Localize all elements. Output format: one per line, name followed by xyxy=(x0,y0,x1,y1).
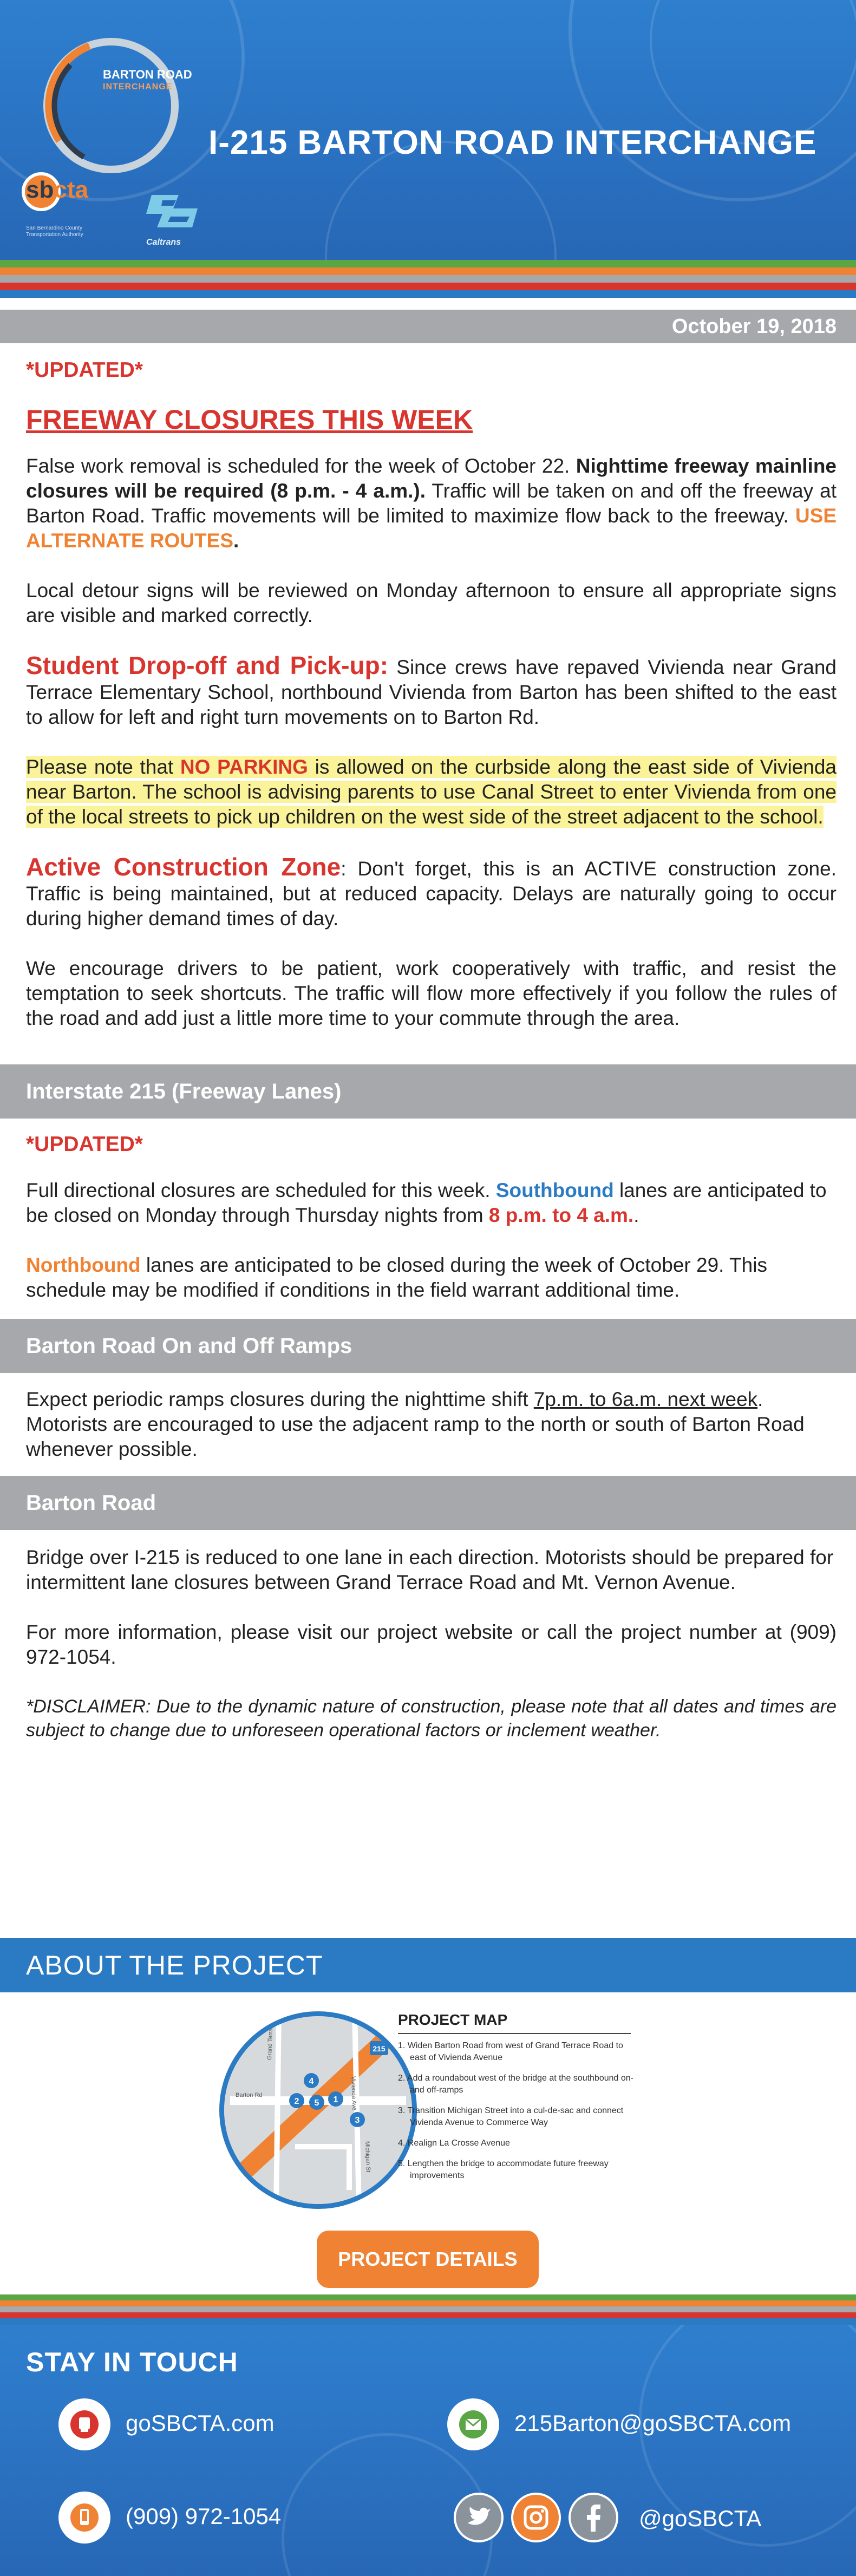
i215-paragraph-1: Full directional closures are scheduled for this week. Southbound lanes are anticipated to be closed on Monday through Thursday nights from 8 p.m. to 4 a.m.. xyxy=(26,1179,827,1226)
barton-paragraph-1: Bridge over I-215 is reduced to one lane in each direction. Motorists should be prepared for intermittent lane closures between Grand Terrace Road and Mt. Vernon Avenue. xyxy=(26,1546,834,1593)
svg-text:2: 2 xyxy=(294,2097,299,2106)
encourage-paragraph: We encourage drivers to be patient, work cooperatively with traffic, and resist the temptation to seek shortcuts. The traffic will flow more effectively if you follow the rules of the road and add just a little more time to your commute through the area. xyxy=(26,957,837,1029)
i215-heading: Interstate 215 (Freeway Lanes) xyxy=(26,1079,342,1103)
date-bar xyxy=(0,310,856,343)
sbcta-tagline: San Bernardino County Transportation Authority xyxy=(26,225,83,238)
project-map-title: PROJECT MAP xyxy=(398,2011,508,2028)
twitter-icon[interactable] xyxy=(454,2493,504,2542)
email-icon[interactable] xyxy=(447,2398,499,2450)
footer xyxy=(0,2294,856,2576)
active-zone-paragraph: Active Construction Zone: Don't forget, this is an ACTIVE construction zone. Traffic is being maintained, but at reduced capacity. Delays are naturally going to occur during higher demand times of day. xyxy=(26,853,837,930)
about-section-header xyxy=(0,1938,856,1992)
caltrans-logo xyxy=(146,189,217,249)
website-icon[interactable] xyxy=(58,2398,110,2450)
closures-paragraph-1: False work removal is scheduled for the week of October 22. Nighttime freeway mainline closures will be required (8 p.m. - 4 a.m.). Traffic will be taken on and off the freeway at Barton Road. Traffic movements will be limited to maximize flow back to the freeway. USE ALTERNATE ROUTES. xyxy=(26,455,837,552)
barton-heading: Barton Road xyxy=(26,1490,156,1515)
header-banner xyxy=(0,0,856,260)
social-handle[interactable]: @goSBCTA xyxy=(639,2506,762,2531)
i215-section-header xyxy=(0,1064,856,1119)
disclaimer: *DISCLAIMER: Due to the dynamic nature of construction, please note that all dates and times are subject to change due to unforeseen operational factors or inclement weather. xyxy=(26,1696,837,1741)
project-map-item: 1. Widen Barton Road from west of Grand Terrace Road to east of Vivienda Avenue xyxy=(398,2041,623,2062)
i215-updated-label: *UPDATED* xyxy=(26,1133,143,1156)
ramps-section xyxy=(0,1387,856,1462)
closures-paragraph-2: Local detour signs will be reviewed on Monday afternoon to ensure all appropriate signs are visible and marked correctly. xyxy=(26,579,837,626)
barton-section-header xyxy=(0,1476,856,1530)
svg-text:4: 4 xyxy=(309,2077,314,2086)
sbcta-logo-text: sbcta xyxy=(26,176,88,203)
project-map-list xyxy=(398,2040,636,2191)
project-map-item: 3. Transition Michigan Street into a cul-de-sac and connect Vivienda Avenue to Commerce Way xyxy=(398,2106,624,2127)
issue-date: October 19, 2018 xyxy=(671,315,837,338)
project-map-item: 5. Lengthen the bridge to accommodate future freeway improvements xyxy=(398,2159,609,2180)
freeway-shield-label: 215 xyxy=(373,2044,385,2053)
about-heading: ABOUT THE PROJECT xyxy=(26,1950,323,1980)
project-map-item: 2. Add a roundabout west of the bridge at the southbound on- and off-ramps xyxy=(398,2074,633,2095)
barton-section xyxy=(0,1545,856,1742)
phone-icon[interactable] xyxy=(58,2492,110,2544)
facebook-icon[interactable] xyxy=(569,2493,618,2542)
email-link[interactable]: 215Barton@goSBCTA.com xyxy=(514,2410,792,2436)
brand-line2: INTERCHANGE xyxy=(103,82,173,91)
map-label-barton: Barton Rd xyxy=(236,2092,263,2098)
updated-label: *UPDATED* xyxy=(26,358,143,382)
stay-in-touch-panel xyxy=(0,2325,856,2576)
interchange-logo xyxy=(38,32,184,179)
barton-paragraph-2: For more information, please visit our project website or call the project number at (909) 972-1054. xyxy=(26,1621,837,1668)
i215-section xyxy=(0,1133,856,1303)
alternate-routes-callout: USE ALTERNATE ROUTES xyxy=(26,505,837,552)
website-link[interactable]: goSBCTA.com xyxy=(126,2410,275,2436)
map-label-michigan: Michigan St xyxy=(364,2141,372,2173)
no-parking-paragraph: Please note that NO PARKING is allowed on the curbside along the east side of Vivienda near Barton. The school is advising parents to use Canal Street to enter Vivienda from one of the local streets to pick up children on the west side of the street adjacent to the school. xyxy=(26,756,837,828)
svg-text:5: 5 xyxy=(314,2098,319,2108)
footer-color-stripes xyxy=(0,2294,856,2325)
closures-section xyxy=(0,358,856,1031)
no-parking-callout: NO PARKING xyxy=(180,756,308,778)
brand-line1: BARTON ROAD xyxy=(103,68,192,81)
phone-link[interactable]: (909) 972-1054 xyxy=(126,2503,282,2529)
ramps-heading: Barton Road On and Off Ramps xyxy=(26,1333,352,1358)
svg-text:1: 1 xyxy=(333,2095,338,2104)
ramps-paragraph: Expect periodic ramps closures during the nighttime shift 7p.m. to 6a.m. next week. Motorists are encouraged to use the adjacent ramp to the north or south of Barton Road whenever possible. xyxy=(26,1388,805,1460)
student-paragraph: Student Drop-off and Pick-up: Since crews have repaved Vivienda near Grand Terrace Elementary School, northbound Vivienda from Barton has been shifted to the east to allow for left and right turn movements on to Barton Rd. xyxy=(26,651,837,728)
student-heading: Student Drop-off and Pick-up: xyxy=(26,651,389,679)
project-map xyxy=(0,1992,856,2220)
project-map-image[interactable] xyxy=(219,2011,417,2209)
project-map-item: 4. Realign La Crosse Avenue xyxy=(398,2139,510,2148)
caltrans-logo-text: Caltrans xyxy=(146,238,181,247)
color-stripes xyxy=(0,260,856,298)
about-section xyxy=(0,1938,856,2270)
ramps-section-header xyxy=(0,1319,856,1373)
active-zone-heading: Active Construction Zone xyxy=(26,853,341,881)
map-label-vivienda: Vivienda Ave xyxy=(350,2076,358,2111)
svg-text:3: 3 xyxy=(355,2116,360,2125)
stay-in-touch-heading: STAY IN TOUCH xyxy=(26,2347,238,2377)
closures-heading: FREEWAY CLOSURES THIS WEEK xyxy=(26,404,473,435)
page-title: I-215 BARTON ROAD INTERCHANGE xyxy=(208,124,817,161)
project-details-button[interactable]: PROJECT DETAILS xyxy=(317,2231,539,2288)
project-map-divider xyxy=(398,2033,631,2034)
map-label-grand-terrace: Grand Terrace Rd xyxy=(266,2012,275,2061)
instagram-icon[interactable] xyxy=(511,2493,561,2542)
i215-paragraph-2: Northbound lanes are anticipated to be closed during the week of October 29. This schedule may be modified if conditions in the field warrant additional time. xyxy=(26,1254,767,1301)
